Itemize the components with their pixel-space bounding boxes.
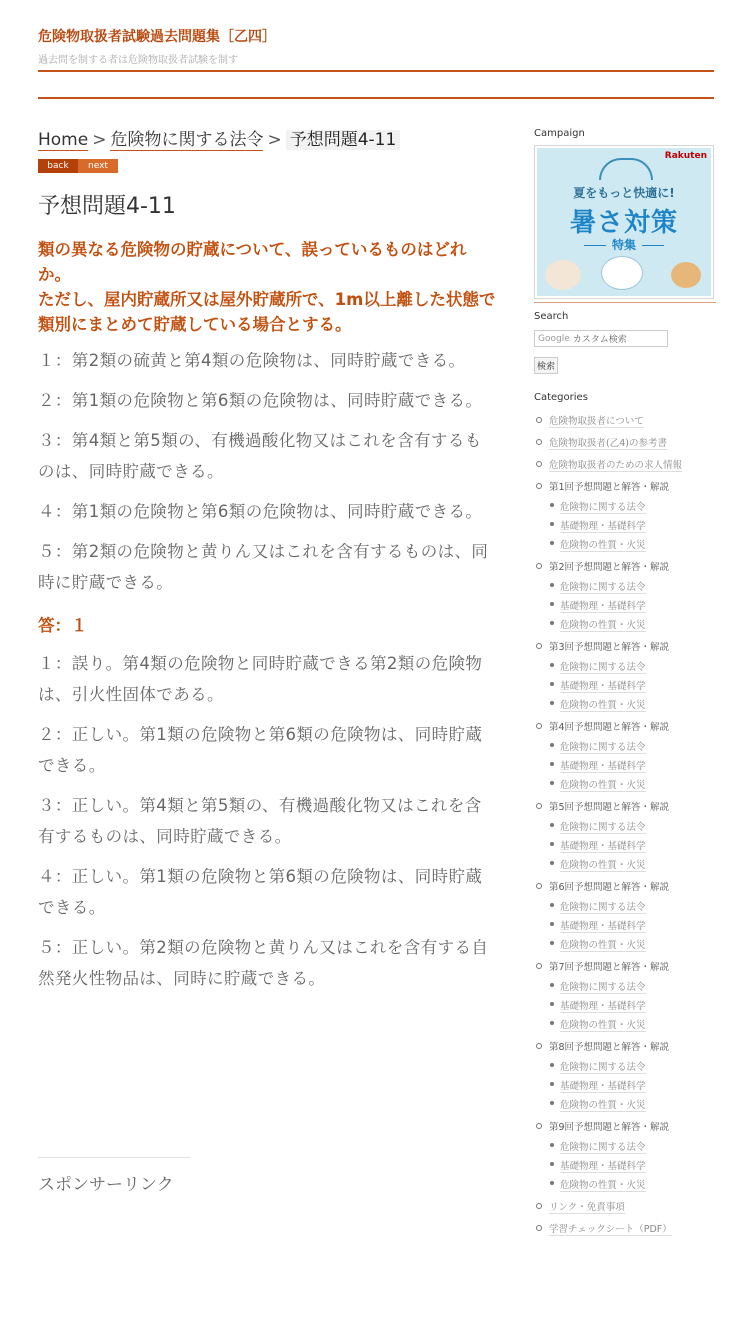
list-item bbox=[549, 937, 714, 951]
answer-label: 答：１ bbox=[38, 616, 88, 635]
category-link[interactable]: 学習チェックシート（PDF） bbox=[549, 1224, 672, 1235]
category-link[interactable]: 危険物取扱者のための求人情報 bbox=[549, 460, 683, 471]
list-item bbox=[534, 435, 714, 449]
page-title: 予想問題4-11 bbox=[38, 194, 176, 219]
list-item bbox=[549, 777, 714, 791]
list-item bbox=[549, 1078, 714, 1092]
sponsor-divider bbox=[38, 1157, 190, 1158]
breadcrumb-current: 予想問題4-11 bbox=[286, 130, 401, 150]
subcategory-link[interactable]: 危険物に関する法令 bbox=[560, 982, 646, 993]
category-group-label: 第4回予想問題と解答・解説 bbox=[549, 722, 670, 733]
question-text bbox=[38, 237, 498, 337]
list-item bbox=[549, 1059, 714, 1073]
list-item bbox=[549, 598, 714, 612]
category-group-label: 第7回予想問題と解答・解説 bbox=[549, 962, 670, 973]
subcategory-link[interactable]: 危険物の性質・火災 bbox=[560, 860, 646, 871]
list-item bbox=[549, 819, 714, 833]
back-button[interactable]: back bbox=[38, 159, 78, 173]
subcategory-list bbox=[549, 499, 714, 551]
dog-illustration-icon bbox=[671, 262, 701, 288]
subcategory-link[interactable]: 危険物の性質・火災 bbox=[560, 620, 646, 631]
subcategory-link[interactable]: 危険物の性質・火災 bbox=[560, 1020, 646, 1031]
list-item bbox=[534, 559, 714, 631]
header-divider bbox=[38, 70, 714, 72]
category-group-label: 第6回予想問題と解答・解説 bbox=[549, 882, 670, 893]
nav-divider bbox=[38, 97, 714, 99]
list-item bbox=[549, 1158, 714, 1172]
explanation-item: ２：正しい。第1類の危険物と第6類の危険物は、同時貯蔵できる。 bbox=[38, 725, 483, 775]
list-item bbox=[549, 537, 714, 551]
main-content bbox=[38, 126, 498, 1003]
list-item bbox=[549, 918, 714, 932]
category-link[interactable]: 危険物取扱者について bbox=[549, 416, 644, 427]
banner-image[interactable] bbox=[537, 148, 711, 296]
category-link[interactable]: リンク・免責事項 bbox=[549, 1202, 625, 1213]
category-group-label: 第9回予想問題と解答・解説 bbox=[549, 1122, 670, 1133]
explanation-item: ４：正しい。第1類の危険物と第6類の危険物は、同時貯蔵できる。 bbox=[38, 867, 483, 917]
list-item bbox=[549, 838, 714, 852]
list-item bbox=[549, 899, 714, 913]
explanation-item: １：誤り。第4類の危険物と同時貯蔵できる第2類の危険物は、引火性固体である。 bbox=[38, 654, 483, 704]
list-item bbox=[534, 457, 714, 471]
category-group-label: 第2回予想問題と解答・解説 bbox=[549, 562, 670, 573]
subcategory-list bbox=[549, 659, 714, 711]
option-item: ２：第1類の危険物と第6類の危険物は、同時貯蔵できる。 bbox=[38, 391, 483, 410]
list-item bbox=[549, 1097, 714, 1111]
option-item: ５：第2類の危険物と黄りん又はこれを含有するものは、同時に貯蔵できる。 bbox=[38, 542, 489, 592]
list-item bbox=[549, 499, 714, 513]
list-item bbox=[549, 1177, 714, 1191]
question-line: ただし、屋内貯蔵所又は屋外貯蔵所で、1m以上離した状態で類別にまとめて貯蔵している場合とする。 bbox=[38, 290, 496, 334]
list-item bbox=[549, 739, 714, 753]
subcategory-link[interactable]: 危険物に関する法令 bbox=[560, 742, 646, 753]
list-item bbox=[534, 879, 714, 951]
subcategory-link[interactable]: 危険物に関する法令 bbox=[560, 1142, 646, 1153]
breadcrumb-home-link[interactable]: Home bbox=[38, 130, 89, 150]
subcategory-link[interactable]: 危険物に関する法令 bbox=[560, 502, 646, 513]
banner-subtitle: 夏をもっと快適に! bbox=[573, 186, 675, 200]
subcategory-link[interactable]: 基礎物理・基礎科学 bbox=[560, 1081, 646, 1092]
category-group-label: 第5回予想問題と解答・解説 bbox=[549, 802, 670, 813]
subcategory-list bbox=[549, 899, 714, 951]
sidebar bbox=[534, 128, 714, 1243]
category-group-label: 第1回予想問題と解答・解説 bbox=[549, 482, 670, 493]
list-item bbox=[534, 1221, 714, 1235]
breadcrumb-category-link[interactable]: 危険物に関する法令 bbox=[110, 130, 264, 150]
site-title[interactable]: 危険物取扱者試験過去問題集［乙四］ bbox=[38, 29, 276, 45]
subcategory-list bbox=[549, 739, 714, 791]
search-placeholder: カスタム検索 bbox=[572, 335, 627, 345]
explanation-list bbox=[38, 648, 498, 994]
list-item bbox=[534, 639, 714, 711]
list-item bbox=[549, 1017, 714, 1031]
subcategory-link[interactable]: 基礎物理・基礎科学 bbox=[560, 841, 646, 852]
list-item bbox=[534, 479, 714, 551]
sun-icon bbox=[599, 158, 653, 180]
list-item bbox=[534, 959, 714, 1031]
list-item bbox=[534, 719, 714, 791]
categories-title: Categories bbox=[534, 392, 588, 403]
list-item bbox=[549, 857, 714, 871]
subcategory-link[interactable]: 危険物の性質・火災 bbox=[560, 540, 646, 551]
category-link[interactable]: 危険物取扱者(乙4)の参考書 bbox=[549, 438, 667, 449]
breadcrumb-separator: > bbox=[267, 130, 282, 150]
subcategory-link[interactable]: 基礎物理・基礎科学 bbox=[560, 601, 646, 612]
subcategory-list bbox=[549, 1139, 714, 1191]
rakuten-logo: Rakuten bbox=[664, 151, 707, 161]
list-item bbox=[549, 518, 714, 532]
explanation-item: ３：正しい。第4類と第5類の、有機過酸化物又はこれを含有するものは、同時貯蔵できる。 bbox=[38, 796, 482, 846]
search-title: Search bbox=[534, 311, 569, 322]
breadcrumb-separator: > bbox=[92, 130, 107, 150]
subcategory-link[interactable]: 基礎物理・基礎科学 bbox=[560, 761, 646, 772]
post-pager bbox=[38, 159, 498, 173]
banner-headline: 暑さ対策 bbox=[569, 208, 678, 238]
subcategory-list bbox=[549, 819, 714, 871]
list-item bbox=[549, 678, 714, 692]
subcategory-link[interactable]: 危険物の性質・火災 bbox=[560, 700, 646, 711]
subcategory-link[interactable]: 危険物に関する法令 bbox=[560, 582, 646, 593]
list-item bbox=[534, 1199, 714, 1213]
option-list bbox=[38, 345, 498, 598]
next-button[interactable]: next bbox=[78, 159, 118, 173]
subcategory-link[interactable]: 危険物に関する法令 bbox=[560, 822, 646, 833]
subcategory-link[interactable]: 危険物の性質・火災 bbox=[560, 780, 646, 791]
subcategory-link[interactable]: 基礎物理・基礎科学 bbox=[560, 521, 646, 532]
subcategory-link[interactable]: 危険物に関する法令 bbox=[560, 1062, 646, 1073]
list-item bbox=[549, 697, 714, 711]
list-item bbox=[549, 998, 714, 1012]
list-item bbox=[549, 659, 714, 673]
bear-illustration-icon bbox=[601, 256, 643, 290]
subcategory-list bbox=[549, 979, 714, 1031]
list-item bbox=[534, 1039, 714, 1111]
list-item bbox=[534, 1119, 714, 1191]
question-line: 類の異なる危険物の貯蔵について、誤っているものはどれか。 bbox=[38, 240, 467, 284]
category-list bbox=[534, 413, 714, 1235]
google-logo: Google bbox=[538, 333, 570, 344]
subcategory-link[interactable]: 基礎物理・基礎科学 bbox=[560, 1161, 646, 1172]
option-item: ４：第1類の危険物と第6類の危険物は、同時貯蔵できる。 bbox=[38, 502, 483, 521]
subcategory-list bbox=[549, 579, 714, 631]
campaign-banner[interactable] bbox=[534, 145, 714, 299]
sidebar-divider bbox=[534, 302, 716, 303]
category-group-label: 第3回予想問題と解答・解説 bbox=[549, 642, 670, 653]
list-item bbox=[549, 758, 714, 772]
list-item bbox=[534, 799, 714, 871]
list-item bbox=[549, 979, 714, 993]
person-illustration-icon bbox=[545, 260, 581, 290]
subcategory-list bbox=[549, 1059, 714, 1111]
list-item bbox=[549, 579, 714, 593]
banner-tag: 特集 bbox=[537, 236, 711, 253]
option-item: １：第2類の硫黄と第4類の危険物は、同時貯蔵できる。 bbox=[38, 351, 466, 370]
sponsor-heading: スポンサーリンク bbox=[38, 1175, 174, 1195]
subcategory-link[interactable]: 危険物の性質・火災 bbox=[560, 940, 646, 951]
subcategory-link[interactable]: 危険物の性質・火災 bbox=[560, 1100, 646, 1111]
breadcrumb bbox=[38, 126, 498, 154]
campaign-title: Campaign bbox=[534, 128, 585, 139]
site-tagline: 過去問を制する者は危険物取扱者試験を制す bbox=[38, 55, 238, 66]
search-input[interactable] bbox=[534, 330, 668, 347]
category-group-label: 第8回予想問題と解答・解説 bbox=[549, 1042, 670, 1053]
subcategory-link[interactable]: 危険物に関する法令 bbox=[560, 662, 646, 673]
subcategory-link[interactable]: 危険物の性質・火災 bbox=[560, 1180, 646, 1191]
subcategory-link[interactable]: 危険物に関する法令 bbox=[560, 902, 646, 913]
subcategory-link[interactable]: 基礎物理・基礎科学 bbox=[560, 921, 646, 932]
list-item bbox=[549, 617, 714, 631]
list-item bbox=[534, 413, 714, 427]
explanation-item: ５：正しい。第2類の危険物と黄りん又はこれを含有する自然発火性物品は、同時に貯蔵できる。 bbox=[38, 938, 489, 988]
subcategory-link[interactable]: 基礎物理・基礎科学 bbox=[560, 681, 646, 692]
list-item bbox=[549, 1139, 714, 1153]
subcategory-link[interactable]: 基礎物理・基礎科学 bbox=[560, 1001, 646, 1012]
search-button[interactable]: 検索 bbox=[534, 357, 558, 374]
option-item: ３：第4類と第5類の、有機過酸化物又はこれを含有するものは、同時貯蔵できる。 bbox=[38, 431, 482, 481]
